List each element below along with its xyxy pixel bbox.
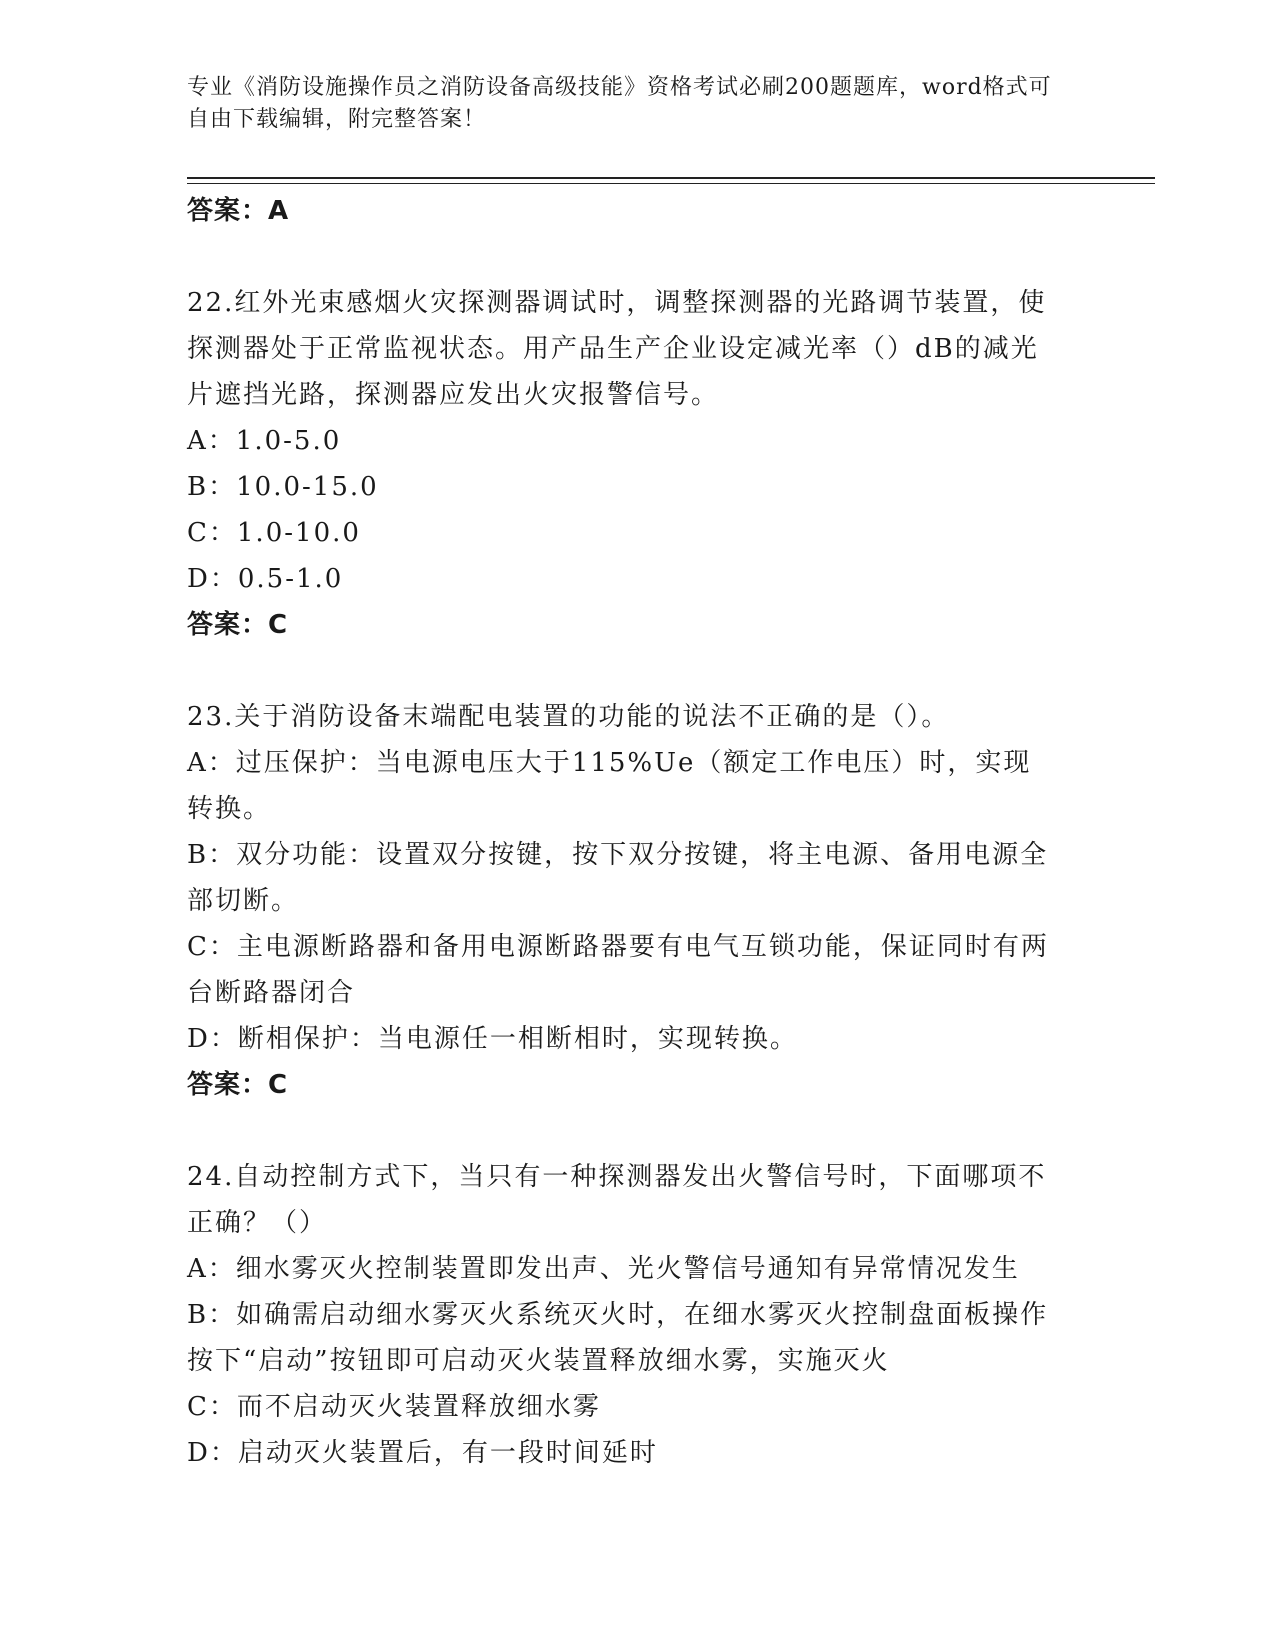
option-a: A：1.0-5.0 bbox=[187, 426, 342, 456]
question-text: 24.自动控制方式下，当只有一种探测器发出火警信号时，下面哪项不正确？（） bbox=[187, 1162, 1047, 1238]
option-b: B：10.0-15.0 bbox=[187, 472, 379, 502]
option-d: D：启动灭火装置后，有一段时间延时 bbox=[187, 1438, 658, 1468]
option-b: B：如确需启动细水雾灭火系统灭火时，在细水雾灭火控制盘面板操作按下“启动”按钮即可启动灭火装置释放细水雾，实施灭火 bbox=[187, 1300, 1049, 1376]
option-a: A：过压保护：当电源电压大于115%Ue（额定工作电压）时，实现转换。 bbox=[187, 748, 1032, 824]
question-text: 23.关于消防设备末端配电装置的功能的说法不正确的是（）。 bbox=[187, 702, 950, 732]
question-24 bbox=[187, 1154, 1087, 1476]
option-c: C：主电源断路器和备用电源断路器要有电气互锁功能，保证同时有两台断路器闭合 bbox=[187, 932, 1049, 1008]
page-header-intro: 专业《消防设施操作员之消防设备高级技能》资格考试必刷200题题库，word格式可自由下载编辑，附完整答案！ bbox=[187, 75, 1052, 132]
spacer bbox=[187, 1108, 1087, 1154]
header-rule-thin bbox=[187, 183, 1155, 184]
question-text: 22.红外光束感烟火灾探测器调试时，调整探测器的光路调节装置，使探测器处于正常监视状态。用产品生产企业设定减光率（）dB的减光片遮挡光路，探测器应发出火灾报警信号。 bbox=[187, 288, 1047, 410]
spacer bbox=[187, 648, 1087, 694]
question-answer: 答案：C bbox=[187, 610, 289, 640]
question-22 bbox=[187, 280, 1087, 648]
previous-answer: 答案：A bbox=[187, 196, 290, 226]
option-c: C：而不启动灭火装置释放细水雾 bbox=[187, 1392, 601, 1422]
spacer bbox=[187, 234, 1087, 280]
option-b: B：双分功能：设置双分按键，按下双分按键，将主电源、备用电源全部切断。 bbox=[187, 840, 1049, 916]
question-23 bbox=[187, 694, 1087, 1108]
document-body bbox=[187, 188, 1087, 1476]
question-answer: 答案：C bbox=[187, 1070, 289, 1100]
header-rule-thick bbox=[187, 177, 1155, 179]
option-d: D：断相保护：当电源任一相断相时，实现转换。 bbox=[187, 1024, 798, 1054]
option-c: C：1.0-10.0 bbox=[187, 518, 361, 548]
option-d: D：0.5-1.0 bbox=[187, 564, 344, 594]
option-a: A：细水雾灭火控制装置即发出声、光火警信号通知有异常情况发生 bbox=[187, 1254, 1020, 1284]
